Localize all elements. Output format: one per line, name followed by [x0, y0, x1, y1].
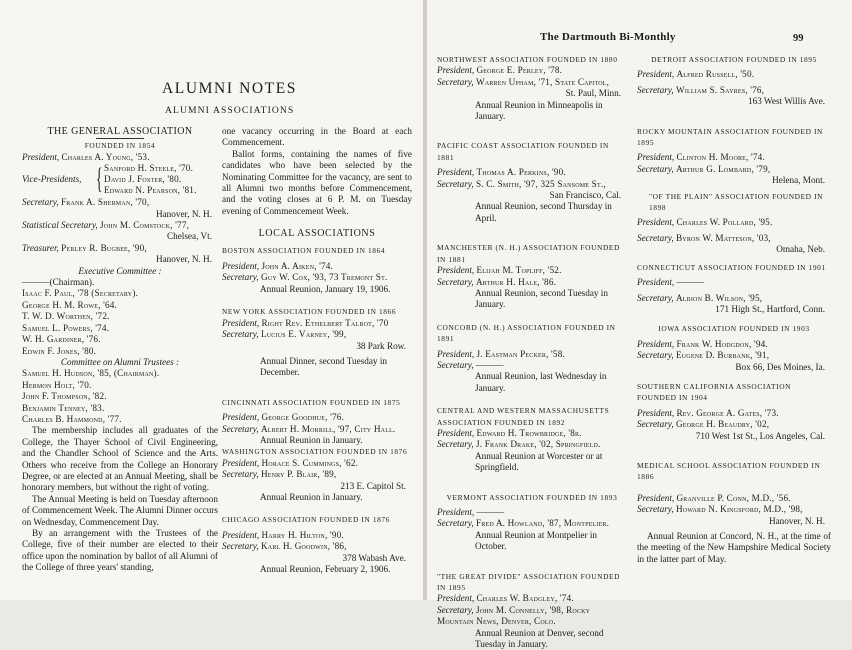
detroit-secretary: William S. Sayres, '76,: [675, 84, 765, 95]
rocky-secretary-label: Secretary,: [637, 163, 674, 174]
newyork-secretary-label: Secretary,: [222, 329, 259, 340]
detroit-location: 163 West Willis Ave.: [748, 96, 825, 107]
continued-paragraph: one vacancy occurring in the Board at each Commencement.: [222, 126, 412, 148]
central-president-label: President,: [437, 427, 475, 438]
northwest-president-label: President,: [437, 65, 475, 76]
notes-title: ALUMNI NOTES: [162, 80, 298, 97]
washington-president: Horace S. Cummings, '62.: [261, 457, 359, 468]
northwest-secretary-label: Secretary,: [437, 76, 474, 87]
treasurer-location: Hanover, N. H.: [155, 254, 212, 265]
ballot-paragraph: Ballot forms, containing the names of five candidates who have been selected by the Nominating Committee for the vacancy, are sent to all Alumni two months before Commencement, and the voting closes at 6 P. M. on Tuesday evening of Commencement Week.: [222, 148, 412, 216]
concord-heading: CONCORD (N. H.) ASSOCIATION FOUNDED IN 1891: [437, 322, 616, 344]
vp-1: Sanford H. Steele, '70.: [104, 163, 194, 174]
cincinnati-heading: CINCINNATI ASSOCIATION FOUNDED IN 1875: [222, 397, 401, 407]
newyork-president: Right Rev. Ethelbert Talbot, '70: [261, 317, 389, 328]
chicago-location: 378 Wabash Ave.: [342, 552, 406, 563]
manchester-heading: MANCHESTER (N. H.) ASSOCIATION FOUNDED IN 1881: [437, 243, 620, 264]
trustees-heading: Committee on Alumni Trustees :: [60, 356, 180, 367]
washington-heading: WASHINGTON ASSOCIATION FOUNDED IN 1876: [222, 447, 408, 457]
rocky-secretary: Arthur G. Lombard, '79,: [675, 163, 771, 174]
washington-president-label: President,: [222, 457, 260, 468]
connecticut-president: ———: [676, 277, 705, 288]
cincinnati-president: George Goodhue, '76.: [261, 412, 345, 423]
divide-president-label: President,: [437, 593, 475, 604]
exec-chairman: ———(Chairman).: [22, 277, 95, 288]
boston-president: John A. Aiken, '74.: [261, 261, 334, 272]
secretary-name: Frank A. Sherman, '70,: [60, 197, 150, 208]
medical-note: Annual Reunion at Concord, N. H., at the time of the meeting of the New Hampshire Medical Society in the latter part of May.: [637, 531, 831, 564]
president-name: Charles A. Young, '53.: [61, 151, 150, 162]
exec-member-1: Isaac F. Paul, '78 (Secretary).: [22, 288, 139, 299]
pacific-president: Thomas A. Perkins, '90.: [476, 167, 566, 178]
left-column-2: [222, 126, 412, 575]
general-heading: THE GENERAL ASSOCIATION: [47, 126, 193, 137]
concord-note: Annual Reunion, last Wednesday in January.: [475, 371, 607, 393]
rocky-president-label: President,: [637, 152, 675, 163]
boston-president-label: President,: [222, 261, 260, 272]
medical-secretary-label: Secretary,: [637, 504, 674, 515]
chicago-heading: CHICAGO ASSOCIATION FOUNDED IN 1876: [222, 515, 390, 525]
general-rule: [96, 138, 144, 139]
connecticut-secretary: Albion B. Wilson, '95,: [675, 292, 763, 303]
exec-member-4: Samuel L. Powers, '74.: [22, 322, 110, 333]
trustee-1: Samuel H. Hudson, '85, (Chairman).: [22, 368, 160, 379]
membership-paragraph: The membership includes all graduates of the College, the Thayer School of Civil Engineering, and the Chandler School of Science and the Arts. Others who receive from the College an Honorary Degree, or are elected at an Annual Meeting, shall be honorary members, but without the right of voting.: [22, 425, 218, 493]
socal-heading: SOUTHERN CALIFORNIA ASSOCIATION FOUNDED IN 1904: [637, 381, 792, 403]
boston-secretary-label: Secretary,: [222, 272, 259, 283]
northwest-heading: NORTHWEST ASSOCIATION FOUNDED IN 1880: [437, 55, 618, 64]
exec-heading: Executive Committee :: [78, 265, 162, 276]
secretary-label: Secretary,: [22, 197, 59, 208]
iowa-secretary: Eugene D. Burbank, '91,: [675, 350, 770, 361]
annual-meeting-paragraph: The Annual Meeting is held on Tuesday afternoon of Commencement Week. The Alumni Dinner occurs on Wednesday, Commencement Day.: [22, 493, 218, 527]
general-founded: FOUNDED IN 1854: [84, 141, 156, 151]
medical-president-label: President,: [637, 492, 675, 503]
socal-location: 710 West 1st St., Los Angeles, Cal.: [695, 430, 825, 441]
iowa-president: Frank W. Hodgdon, '94.: [676, 338, 768, 349]
newyork-president-label: President,: [222, 317, 260, 328]
iowa-location: Box 66, Des Moines, Ia.: [735, 361, 825, 372]
washington-secretary-label: Secretary,: [222, 469, 259, 480]
treasurer-name: Perley R. Bugbee, '90,: [61, 242, 147, 253]
exec-member-5: W. H. Gardiner, '76.: [22, 334, 101, 345]
newyork-note: Annual Dinner, second Tuesday in December.: [260, 355, 387, 378]
detroit-heading: DETROIT ASSOCIATION FOUNDED IN 1895: [651, 55, 817, 64]
vp-label: Vice-Presidents,: [22, 174, 82, 185]
vp-3: Edward N. Pearson, '81.: [104, 185, 197, 196]
pacific-president-label: President,: [437, 167, 475, 178]
right-page: [427, 0, 852, 650]
socal-president-label: President,: [637, 407, 675, 418]
running-header-title: The Dartmouth Bi-Monthly: [540, 31, 676, 43]
president-label: President,: [22, 151, 60, 162]
cincinnati-president-label: President,: [222, 412, 260, 423]
manchester-secretary: Arthur H. Hale, '86.: [475, 276, 557, 287]
central-heading: CENTRAL AND WESTERN MASSACHUSETTS ASSOCIATION FOUNDED IN 1892: [437, 406, 610, 427]
exec-member-6: Edwin F. Jones, '80.: [22, 345, 97, 356]
washington-note: Annual Reunion in January.: [260, 491, 363, 502]
boston-heading: BOSTON ASSOCIATION FOUNDED IN 1864: [222, 245, 386, 255]
chicago-secretary: Karl H. Goodwin, '86,: [260, 541, 347, 552]
central-president: Edward H. Trowbridge, '8r.: [476, 427, 582, 438]
chicago-president-label: President,: [222, 529, 260, 540]
local-heading: LOCAL ASSOCIATIONS: [258, 228, 376, 240]
divide-secretary: John M. Connelly, '98, Rocky Mountain News, Denver, Colo.: [437, 604, 591, 627]
plain-president: Charles W. Pollard, '95.: [676, 217, 773, 228]
northwest-secretary: Warren Upham, '71, State Capitol,: [475, 76, 610, 87]
connecticut-location: 171 High St., Hartford, Conn.: [715, 303, 825, 314]
stat-secretary-location: Chelsea, Vt.: [167, 231, 212, 242]
socal-president: Rev. George A. Gates, '73.: [676, 407, 779, 418]
vermont-president-label: President,: [437, 507, 475, 517]
cincinnati-note: Annual Reunion in January.: [260, 434, 363, 445]
pacific-note: Annual Reunion, second Thursday in April.: [475, 201, 612, 223]
iowa-heading: IOWA ASSOCIATION FOUNDED IN 1903: [658, 324, 810, 334]
divide-secretary-label: Secretary,: [437, 604, 474, 615]
connecticut-president-label: President,: [637, 277, 675, 288]
trustees-paragraph: By an arrangement with the Trustees of the College, five of their number are elected to their office upon the nomination by ballot of all Alumni of the College of three years' standing,: [22, 528, 218, 573]
boston-secretary: Guy W. Cox, '93, 73 Tremont St.: [260, 272, 388, 283]
newyork-heading: NEW YORK ASSOCIATION FOUNDED IN 1866: [222, 307, 397, 317]
manchester-president: Elijah M. Topliff, '52.: [476, 265, 562, 276]
stat-secretary-label: Statistical Secretary,: [22, 220, 98, 231]
exec-member-2: George H. M. Rowe, '64.: [22, 299, 118, 310]
divide-president: Charles W. Badgley, '74.: [476, 593, 574, 604]
trustee-2: Hermon Holt, '70.: [22, 379, 92, 390]
left-page: [0, 0, 423, 600]
newyork-location: 38 Park Row.: [356, 340, 406, 351]
detroit-secretary-label: Secretary,: [637, 84, 674, 95]
medical-secretary: Howard N. Kingsford, M.D., '98,: [675, 504, 803, 515]
chicago-president: Harry H. Hilton, '90.: [261, 529, 344, 540]
concord-secretary: ———: [475, 359, 504, 370]
cincinnati-secretary: Albert H. Morrill, '97, City Hall.: [260, 423, 396, 434]
chicago-note: Annual Reunion, February 2, 1906.: [260, 564, 391, 574]
chicago-secretary-label: Secretary,: [222, 541, 259, 552]
rocky-president: Clinton H. Moore, '74.: [676, 152, 765, 163]
pacific-secretary-label: Secretary,: [437, 178, 474, 189]
central-secretary-label: Secretary,: [437, 439, 474, 450]
rocky-location: Helena, Mont.: [772, 175, 825, 186]
pacific-location: San Francisco, Cal.: [549, 190, 621, 201]
medical-heading: MEDICAL SCHOOL ASSOCIATION FOUNDED IN 1886: [637, 460, 821, 482]
socal-secretary-label: Secretary,: [637, 419, 674, 430]
vermont-note: Annual Reunion at Montpelier in October.: [475, 529, 597, 552]
stat-secretary-name: John M. Comstock, '77,: [100, 220, 190, 231]
page-number: 99: [793, 33, 804, 44]
central-note: Annual Reunion at Worcester or at Springfield.: [475, 450, 603, 473]
connecticut-secretary-label: Secretary,: [637, 292, 674, 303]
concord-president-label: President,: [437, 348, 475, 359]
treasurer-label: Treasurer,: [22, 242, 59, 253]
trustee-3: John F. Thompson, '82.: [22, 391, 107, 402]
vermont-president: ———: [476, 507, 505, 517]
newyork-secretary: Lucius E. Varney, '99,: [260, 329, 347, 340]
cincinnati-secretary-label: Secretary,: [222, 423, 259, 434]
vermont-heading: VERMONT ASSOCIATION FOUNDED IN 1893: [446, 492, 618, 502]
medical-location: Hanover, N. H.: [768, 515, 825, 526]
plain-location: Omaha, Neb.: [776, 244, 825, 255]
pacific-secretary: S. C. Smith, '97, 325 Sansome St.,: [475, 178, 606, 189]
right-column-2: [637, 54, 831, 565]
vermont-secretary: Fred A. Howland, '87, Montpelier.: [475, 518, 610, 529]
socal-secretary: George H. Beaudry, '02,: [675, 419, 770, 430]
divide-note: Annual Reunion at Denver, second Tuesday in January.: [475, 627, 604, 650]
detroit-president: Alfred Russell, '50.: [676, 69, 755, 80]
central-secretary: J. Frank Drake, '02, Springfield.: [475, 439, 601, 450]
iowa-president-label: President,: [637, 338, 675, 349]
boston-note: Annual Reunion, January 19, 1906.: [260, 283, 391, 294]
medical-president: Granville P. Conn, M.D., '56.: [676, 492, 791, 503]
divide-heading: "THE GREAT DIVIDE" ASSOCIATION FOUNDED IN 1895: [437, 571, 621, 593]
vice-presidents: [22, 163, 218, 197]
manchester-note: Annual Reunion, second Tuesday in January.: [475, 287, 608, 310]
washington-location: 213 E. Capitol St.: [340, 480, 406, 491]
manchester-secretary-label: Secretary,: [437, 276, 474, 287]
concord-secretary-label: Secretary,: [437, 359, 474, 370]
connecticut-heading: CONNECTICUT ASSOCIATION FOUNDED IN 1901: [637, 262, 826, 272]
manchester-president-label: President,: [437, 265, 475, 276]
rocky-heading: ROCKY MOUNTAIN ASSOCIATION FOUNDED IN 1895: [637, 126, 823, 148]
plain-secretary: Byron W. Matteson, '03,: [675, 232, 771, 243]
associations-subtitle: ALUMNI ASSOCIATIONS: [165, 105, 295, 116]
concord-president: J. Eastman Pecker, '58.: [476, 348, 565, 359]
northwest-location: St. Paul, Minn.: [565, 88, 621, 99]
northwest-president: George E. Perley, '78.: [476, 65, 563, 76]
trustee-5: Charles B. Hammond, '77.: [22, 413, 122, 424]
iowa-secretary-label: Secretary,: [637, 350, 674, 361]
pacific-heading: PACIFIC COAST ASSOCIATION FOUNDED IN 1881: [437, 141, 609, 162]
plain-secretary-label: Secretary,: [637, 232, 674, 243]
secretary-location: Hanover, N. H.: [155, 208, 212, 219]
plain-president-label: President,: [637, 217, 675, 228]
right-column-1: [437, 54, 627, 650]
vp-brace-icon: {: [95, 162, 103, 196]
vermont-secretary-label: Secretary,: [437, 518, 474, 529]
detroit-president-label: President,: [637, 69, 675, 80]
exec-member-3: T. W. D. Worthen, '72.: [22, 311, 110, 322]
trustee-4: Benjamin Tenney, '83.: [22, 402, 105, 413]
plain-heading: "OF THE PLAIN" ASSOCIATION FOUNDED IN 1898: [649, 191, 824, 213]
left-column-1: [22, 126, 218, 574]
vp-2: David J. Foster, '80.: [104, 174, 182, 185]
washington-secretary: Henry P. Blair, '89,: [260, 469, 337, 480]
northwest-note: Annual Reunion in Minneapolis in January.: [475, 99, 603, 122]
